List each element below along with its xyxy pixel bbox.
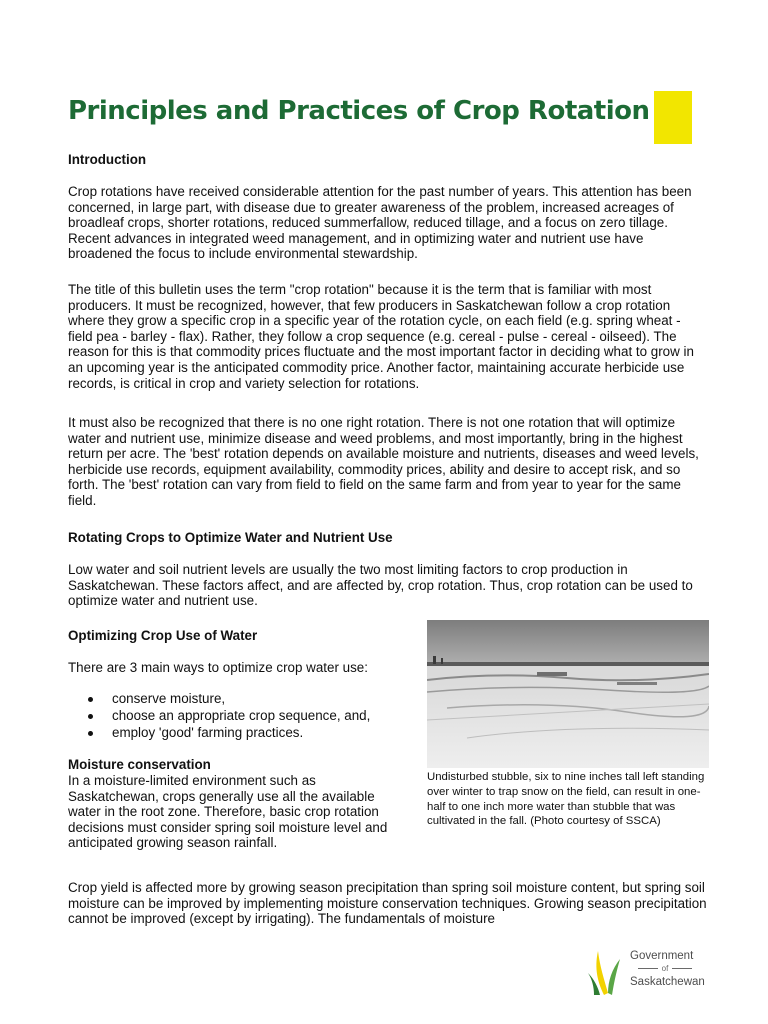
intro-paragraph-2: The title of this bulletin uses the term "crop rotation" because it is the term that is familiar with most producers. It must be recognized, however, that few producers in Saskatchewan follow a crop rotation where they grow a specific crop in a specific year of the rotation cycle, on each field (e.g. spring wheat - field pea - barley - flax). Rather, they follow a crop sequence (e.g. cereal - pulse - cereal - oilseed). The reason for this is that commodity prices fluctuate and the most important factor in deciding what to grow in an upcoming year is the anticipated commodity price. Another factor, maintaining accurate herbicide use records, is critical in crop and variety selection for rotations. bbox=[68, 282, 694, 391]
government-of-saskatchewan-logo bbox=[586, 947, 716, 997]
intro-paragraph-1: Crop rotations have received considerable attention for the past number of years. This attention has been concerned, in large part, with disease due to greater awareness of the problem, increased acreages of broadleaf crops, shorter rotations, reduced summerfallow, reduced tillage, and a focus on zero tillage. Recent advances in integrated weed management, and in optimizing water and nutrient use have broadened the focus to include environmental stewardship. bbox=[68, 184, 692, 262]
intro-heading: Introduction bbox=[68, 152, 147, 167]
bullet-dot-icon bbox=[88, 697, 93, 702]
moisture-heading: Moisture conservation bbox=[68, 757, 211, 772]
logo-line-1: Government bbox=[630, 950, 694, 962]
intro-paragraph-3: It must also be recognized that there is no one right rotation. There is not one rotation that will optimize water and nutrient use, minimize disease and weed problems, and most importantly, bring in the highest return per acre. The 'best' rotation depends on available moisture and nutrients, diseases and weed levels, herbicide use records, equipment availability, commodity prices, ability and desire to accept risk, and so forth. The 'best' rotation can vary from field to field on the same farm and from year to year for the same field. bbox=[68, 415, 699, 508]
moisture-paragraph-2: Crop yield is affected more by growing season precipitation than spring soil moisture content, but spring soil moisture can be improved by implementing moisture conservation techniques. Growing season precipitation cannot be improved (except by irrigating). The fundamentals of moisture bbox=[68, 880, 707, 927]
bullet-dot-icon bbox=[88, 714, 93, 719]
bullet-text: choose an appropriate crop sequence, and, bbox=[112, 708, 371, 723]
rotating-paragraph: Low water and soil nutrient levels are usually the two most limiting factors to crop production in Saskatchewan. These factors affect, and are affected by, crop rotation. Thus, crop rotation can be used to optimize water and nutrient use. bbox=[68, 562, 693, 609]
list-item bbox=[68, 690, 370, 707]
photo-caption: Undisturbed stubble, six to nine inches tall left standing over winter to trap snow on the field, can result in one-half to one inch more water than stubble that was cultivated in the fall. (Photo courtesy of SSCA) bbox=[427, 771, 705, 828]
bullet-text: employ 'good' farming practices. bbox=[112, 725, 304, 740]
yellow-accent-block bbox=[654, 91, 692, 144]
bullet-dot-icon bbox=[88, 731, 93, 736]
page-title: Principles and Practices of Crop Rotation bbox=[68, 96, 650, 126]
list-item bbox=[68, 707, 370, 724]
wheat-logo-icon bbox=[586, 947, 626, 997]
water-bullet-list bbox=[68, 690, 370, 741]
water-intro: There are 3 main ways to optimize crop water use: bbox=[68, 660, 368, 675]
list-item bbox=[68, 724, 370, 741]
logo-line-2: of bbox=[630, 963, 700, 974]
moisture-paragraph-1: In a moisture-limited environment such as Saskatchewan, crops generally use all the available water in the root zone. Therefore, basic crop rotation decisions must consider spring soil moisture level and anticipated growing season rainfall. bbox=[68, 773, 388, 851]
rotating-heading: Rotating Crops to Optimize Water and Nutrient Use bbox=[68, 530, 393, 545]
stubble-field-photo bbox=[427, 620, 709, 768]
bullet-text: conserve moisture, bbox=[112, 691, 226, 706]
logo-line-3: Saskatchewan bbox=[630, 976, 705, 988]
water-heading: Optimizing Crop Use of Water bbox=[68, 628, 258, 643]
